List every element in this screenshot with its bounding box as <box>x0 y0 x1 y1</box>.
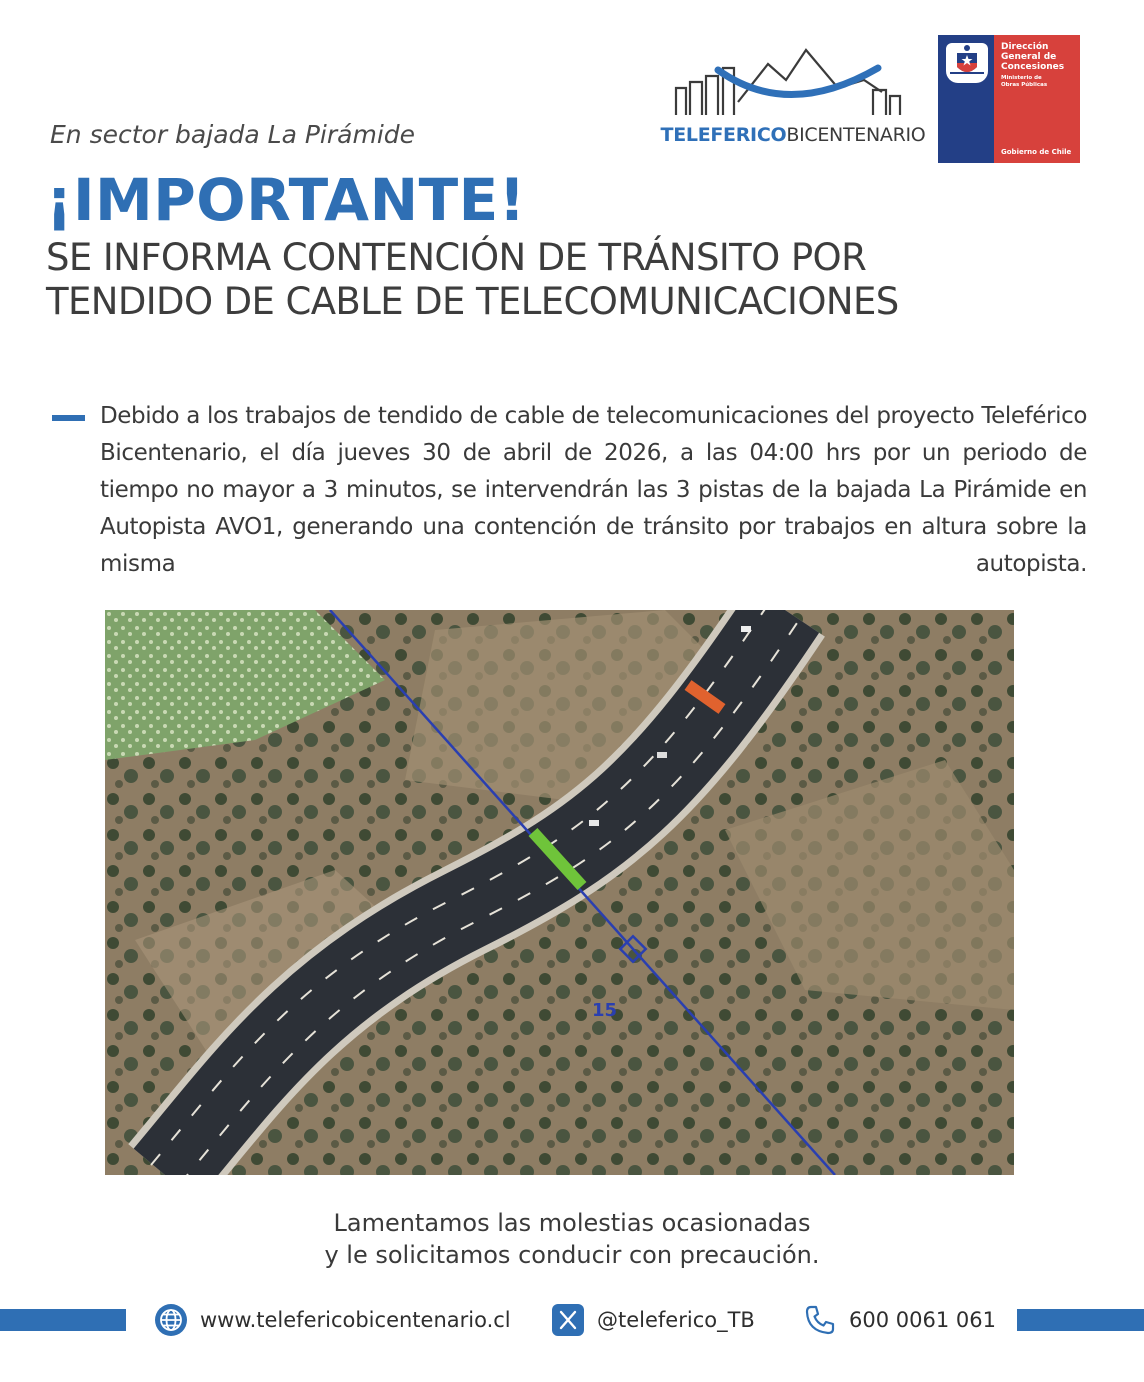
headline-line-2: TENDIDO DE CABLE DE TELECOMUNICACIONES <box>46 280 899 323</box>
footer-bar-right <box>1017 1309 1144 1331</box>
teleferico-bicentenario-logo <box>660 40 926 160</box>
chile-coat-of-arms-icon <box>946 43 988 83</box>
footer-website-link[interactable] <box>154 1302 511 1338</box>
gov-title: Dirección General de Concesiones <box>1001 42 1065 72</box>
teleferico-skyline-icon <box>668 40 918 130</box>
twitter-handle-text: @teleferico_TB <box>597 1308 755 1332</box>
phone-icon <box>803 1303 837 1337</box>
satellite-map <box>105 610 1014 1175</box>
wordmark-bicentenario: BICENTENARIO <box>786 124 926 146</box>
gov-footer: Gobierno de Chile <box>1001 148 1072 156</box>
footer-bar-left <box>0 1309 126 1331</box>
footer-twitter-link[interactable] <box>551 1302 755 1338</box>
headline-description <box>46 236 899 324</box>
website-text: www.telefericobicentenario.cl <box>200 1308 511 1332</box>
x-twitter-icon <box>551 1303 585 1337</box>
tower-number-label: 15 <box>592 1000 618 1021</box>
notice-paragraph: Debido a los trabajos de tendido de cable de telecomunicaciones del proyecto Teleférico Bicentenario, el día jueves 30 de abril de 2026, a las 04:00 hrs por un periodo de tiempo no mayor a 3 minutos, se intervendrán las 3 pistas de la bajada La Pirámide en Autopista AVO1, generando una contención de tránsito por trabajos en altura sobre la misma autopista. <box>100 403 1087 577</box>
gobierno-de-chile-logo <box>938 35 1080 163</box>
closing-line-1: Lamentamos las molestias ocasionadas <box>333 1209 811 1237</box>
closing-line-2: y le solicitamos conducir con precaución. <box>324 1241 820 1269</box>
globe-icon <box>154 1303 188 1337</box>
wordmark-teleferico: TELEFERICO <box>660 124 787 146</box>
phone-number-text: 600 0061 061 <box>849 1308 996 1332</box>
closing-message <box>0 1207 1144 1271</box>
footer-phone-link[interactable] <box>803 1302 996 1338</box>
bullet-marker <box>52 415 85 421</box>
headline-line-1: SE INFORMA CONTENCIÓN DE TRÁNSITO POR <box>46 236 867 279</box>
gov-ministry: Ministerio de Obras Públicas <box>1001 75 1048 88</box>
sector-subtitle: En sector bajada La Pirámide <box>50 120 416 149</box>
headline: ¡IMPORTANTE! <box>46 166 526 234</box>
teleferico-wordmark <box>658 124 928 146</box>
